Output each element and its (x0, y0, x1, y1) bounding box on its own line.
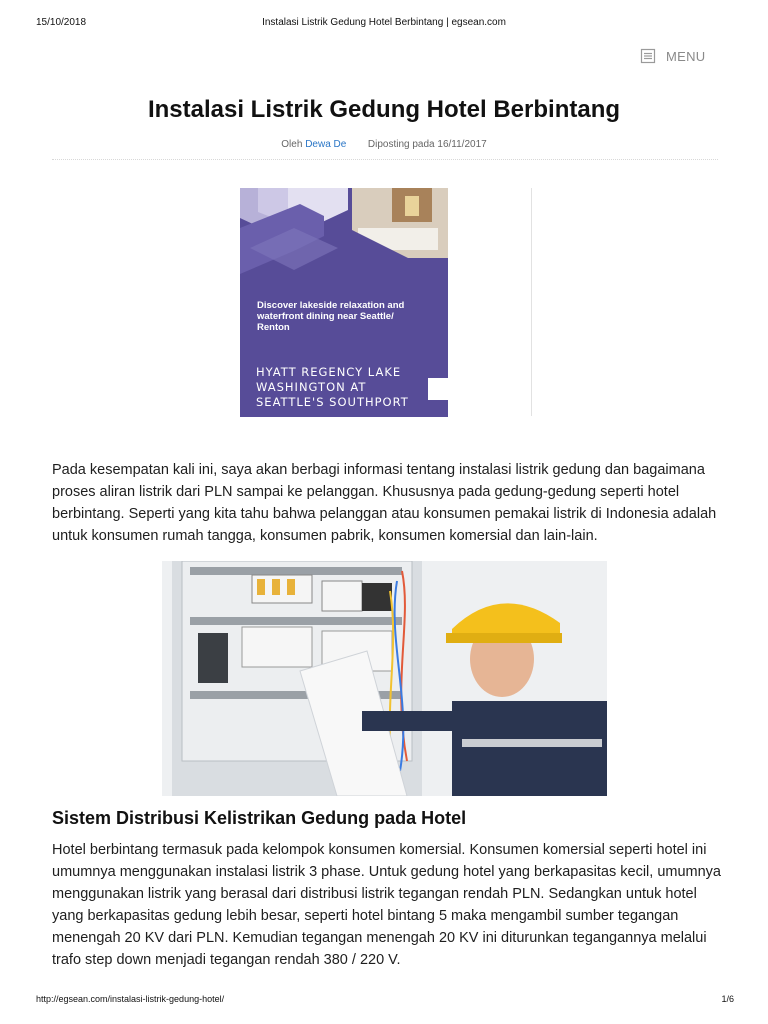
print-page-title: Instalasi Listrik Gedung Hotel Berbintang | egsean.com (262, 17, 506, 28)
intro-paragraph: Pada kesempatan kali ini, saya akan berbagi informasi tentang instalasi listrik gedung dan bagaimana proses aliran listrik dari PLN sampai ke pelanggan. Khususnya pada gedung-gedung seperti hotel berbintang. Seperti yang kita tahu bahwa pelanggan atau konsumen pemakai listrik di Indonesia adalah untuk konsumen rumah tangga, konsumen pabrik, konsumen komersial dan lain-lain. (52, 462, 717, 544)
electrician-photo (162, 561, 607, 796)
print-url: http://egsean.com/instalasi-listrik-gedung-hotel/ (36, 994, 225, 1004)
electrician-illustration (162, 561, 607, 796)
by-label: Oleh (281, 139, 303, 150)
print-header (0, 17, 768, 31)
post-meta (0, 139, 768, 150)
section-paragraph: Hotel berbintang termasuk pada kelompok konsumen komersial. Konsumen komersial seperti hotel ini umumnya menggunakan instalasi listrik 3 phase. Untuk gedung hotel yang berkapasitas kecil, umumnya menggunakan listrik yang berasal dari distribusi listrik tegangan rendah PLN. Sedangkan untuk hotel yang berkapasitas gedung lebih besar, seperti hotel bintang 5 maka mengambil sumber tegangan menengah 20 KV dari PLN. Kemudian tegangan menengah 20 KV ini diturunkan tegangannya melalui trafo step down menjadi tegangan rendah 380 / 220 V. (52, 842, 721, 968)
menu-label: MENU (666, 49, 706, 64)
print-footer (0, 994, 768, 1008)
ad-side-rule (531, 188, 532, 416)
menu-icon (640, 48, 656, 64)
ad-brand: HYATT REGENCY LAKE WASHINGTON AT SEATTLE'S SOUTHPORT (256, 365, 409, 409)
article-title: Instalasi Listrik Gedung Hotel Berbintang (147, 96, 621, 123)
hotel-ad-banner[interactable] (240, 188, 448, 417)
ad-tagline: Discover lakeside relaxation and waterfront dining near Seattle/ Renton (257, 300, 405, 333)
menu-button[interactable] (640, 47, 705, 64)
header-divider (52, 159, 718, 160)
author-link[interactable]: Dewa De (305, 139, 347, 150)
print-page-number: 1/6 (721, 994, 734, 1004)
print-date: 15/10/2018 (36, 17, 87, 28)
posted-date: Diposting pada 16/11/2017 (367, 139, 487, 150)
section-heading: Sistem Distribusi Kelistrikan Gedung pada Hotel (52, 808, 467, 828)
ad-cta-button[interactable] (428, 378, 448, 400)
